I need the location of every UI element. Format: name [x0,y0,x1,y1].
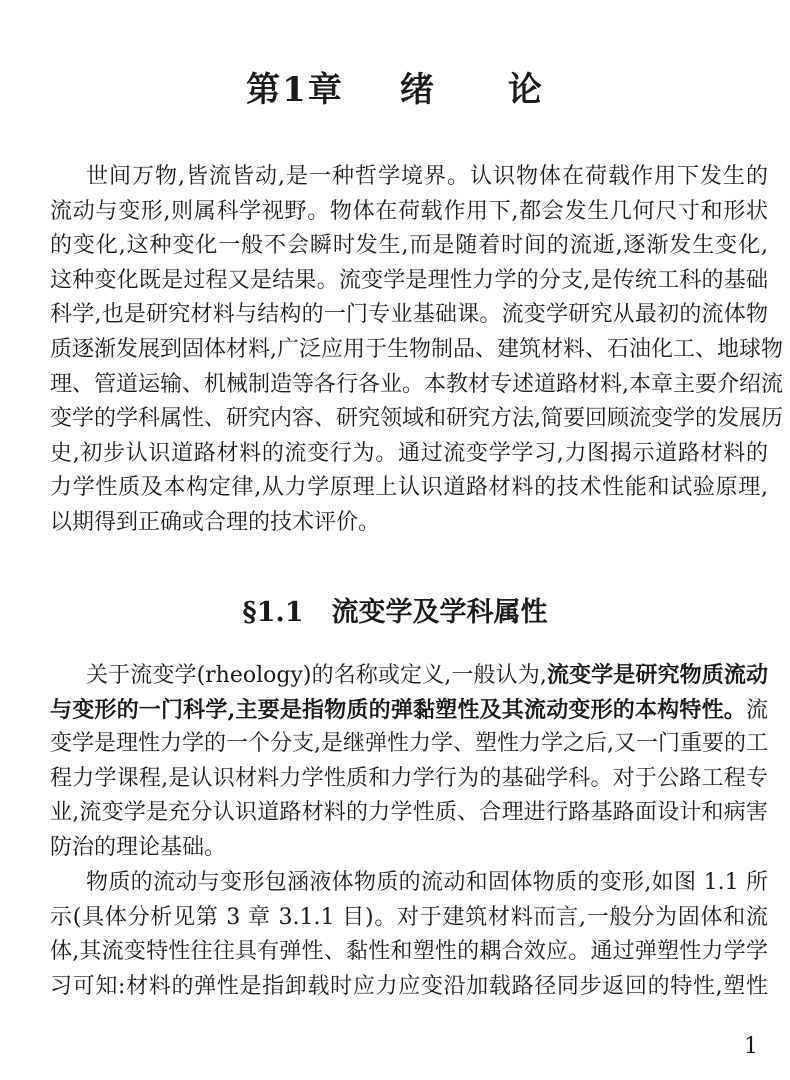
text-segment: 世间万物,皆流皆动,是一种哲学境界。认识物体在荷载作用下发生的 [86,164,768,189]
text-line [50,471,768,506]
text-line [50,693,768,728]
bold-text-segment: 与变形的一门科学,主要是指物质的弹黏塑性及其流动变形的本构特性。 [50,696,746,723]
text-segment: 示(具体分析见第 3 章 3.1.1 目)。对于建筑材料而言,一般分为固体和流 [50,904,768,930]
text-segment: 变学是理性力学的一个分支,是继弹性力学、塑性力学之后,又一门重要的工 [50,731,768,757]
text-segment: 流 [745,697,768,723]
text-segment: 史,初步认识道路材料的流变行为。通过流变学学习,力图揭示道路材料的 [50,440,768,466]
body-paragraph-2 [50,866,768,1004]
text-segment: 以期得到正确或合理的技术评价。 [50,509,381,535]
page-number: 1 [744,1034,758,1059]
text-segment: 业,流变学是充分认识道路材料的力学性质、合理进行路基路面设计和病害 [50,800,768,826]
text-line [50,866,768,901]
text-segment: 这种变化既是过程又是结果。流变学是理性力学的分支,是传统工科的基础 [50,267,768,293]
text-segment: 科学,也是研究材料与结构的一门专业基础课。流变学研究从最初的流体物 [50,302,768,328]
text-segment: 流动与变形,则属科学视野。物体在荷载作用下,都会发生几何尺寸和形状 [50,198,768,224]
intro-paragraph [50,160,783,541]
text-segment: 习可知:材料的弹性是指卸载时应力应变沿加载路径同步返回的特性,塑性 [50,973,768,999]
text-segment: 程力学课程,是认识材料力学性质和力学行为的基础学科。对于公路工程专 [50,765,768,791]
chapter-title-char-1: 绪 [399,70,436,110]
text-segment: 防治的理论基础。 [50,834,227,860]
text-segment: 物质的流动与变形包涵液体物质的流动和固体物质的变形,如图 1.1 所 [86,870,768,895]
text-line [50,762,768,797]
text-segment: 力学性质及本构定律,从力学原理上认识道路材料的技术性能和试验原理, [50,475,768,501]
text-line [50,658,768,693]
text-line [50,796,768,831]
text-segment: 理、管道运输、机械制造等各行各业。本教材专述道路材料,本章主要介绍流 [50,371,783,397]
text-line [50,901,768,936]
section-heading [0,590,790,629]
bold-text-segment: 流变学是研究物质流动 [546,662,768,688]
section-number: §1.1 [242,597,304,628]
text-segment: 的变化,这种变化一般不会瞬时发生,而是随着时间的流逝,逐渐发生变化, [50,233,768,259]
chapter-title-char-2: 论 [507,70,544,110]
text-line [50,160,768,195]
chapter-title [0,62,790,111]
text-segment: 关于流变学(rheology)的名称或定义,一般认为, [86,663,547,688]
text-line [50,333,783,368]
text-segment: 体,其流变特性往往具有弹性、黏性和塑性的耦合效应。通过弹塑性力学学 [50,939,768,965]
text-line [50,970,768,1005]
text-line [50,727,768,762]
text-line [50,195,768,230]
text-segment: 变学的学科属性、研究内容、研究领域和研究方法,简要回顾流变学的发展历 [50,406,783,432]
text-line [50,935,768,970]
text-segment: 质逐渐发展到固体材料,广泛应用于生物制品、建筑材料、石油化工、地球物 [50,336,783,362]
text-line [50,402,783,437]
text-line [50,506,768,541]
body-paragraph-1 [50,658,768,866]
text-line [50,368,783,403]
text-line [50,229,768,264]
text-line [50,298,768,333]
text-line [50,264,768,299]
text-line [50,437,768,472]
text-line [50,831,768,866]
section-title: 流变学及学科属性 [331,597,548,628]
chapter-label: 第1章 [246,70,344,110]
